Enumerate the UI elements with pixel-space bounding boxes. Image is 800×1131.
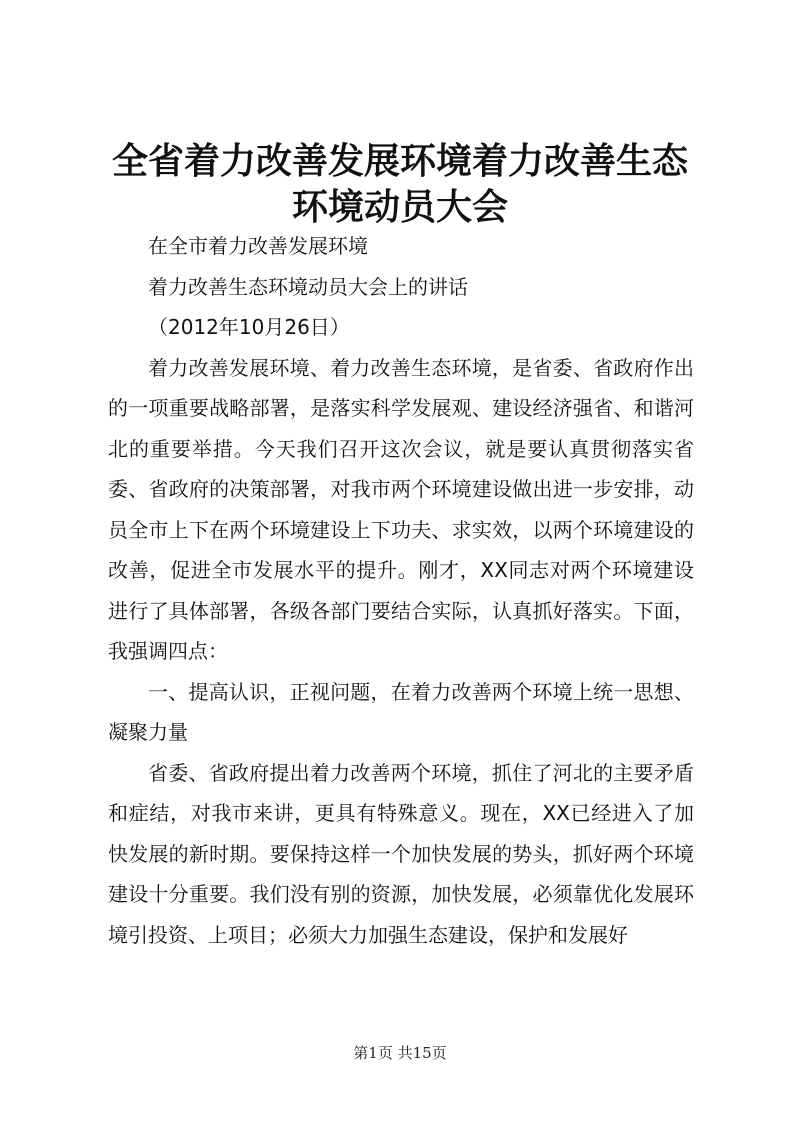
speech-subtitle-line-2: 着力改善生态环境动员大会上的讲话 (148, 274, 468, 299)
body-paragraph: 着力改善发展环境、着力改善生态环境，是省委、省政府作出的一项重要战略部署，是落实科学发展观、建设经济强省、和谐河北的重要举措。今天我们召开这次会议，就是要认真贯彻落实省委、省政府的决策部署，对我市两个环境建设做出进一步安排，动员全市上下在两个环境建设上下功夫、求实效，以两个环境建设的改善，促进全市发展水平的提升。刚才，XX同志对两个环境建设进行了具体部署，各级各部门要结合实际，认真抓好落实。下面，我强调四点： (108, 355, 694, 663)
document-title: 全省着力改善发展环境着力改善生态环境动员大会 (111, 140, 688, 228)
speech-date: （2012年10月26日） (148, 315, 350, 339)
body-paragraph: 省委、省政府提出着力改善两个环境，抓住了河北的主要矛盾和症结，对我市来讲，更具有特殊意义。现在，XX已经进入了加快发展的新时期。要保持这样一个加快发展的势头，抓好两个环境建设十分重要。我们没有别的资源，加快发展，必须靠优化发展环境引投资、上项目；必须大力加强生态建设，保护和发展好 (108, 760, 694, 947)
section-heading: 一、提高认识，正视问题，在着力改善两个环境上统一思想、凝聚力量 (108, 679, 694, 744)
document-body (108, 226, 694, 955)
speech-subtitle-line-1: 在全市着力改善发展环境 (148, 234, 368, 258)
page-footer: 第1页 共15页 (353, 1044, 447, 1062)
